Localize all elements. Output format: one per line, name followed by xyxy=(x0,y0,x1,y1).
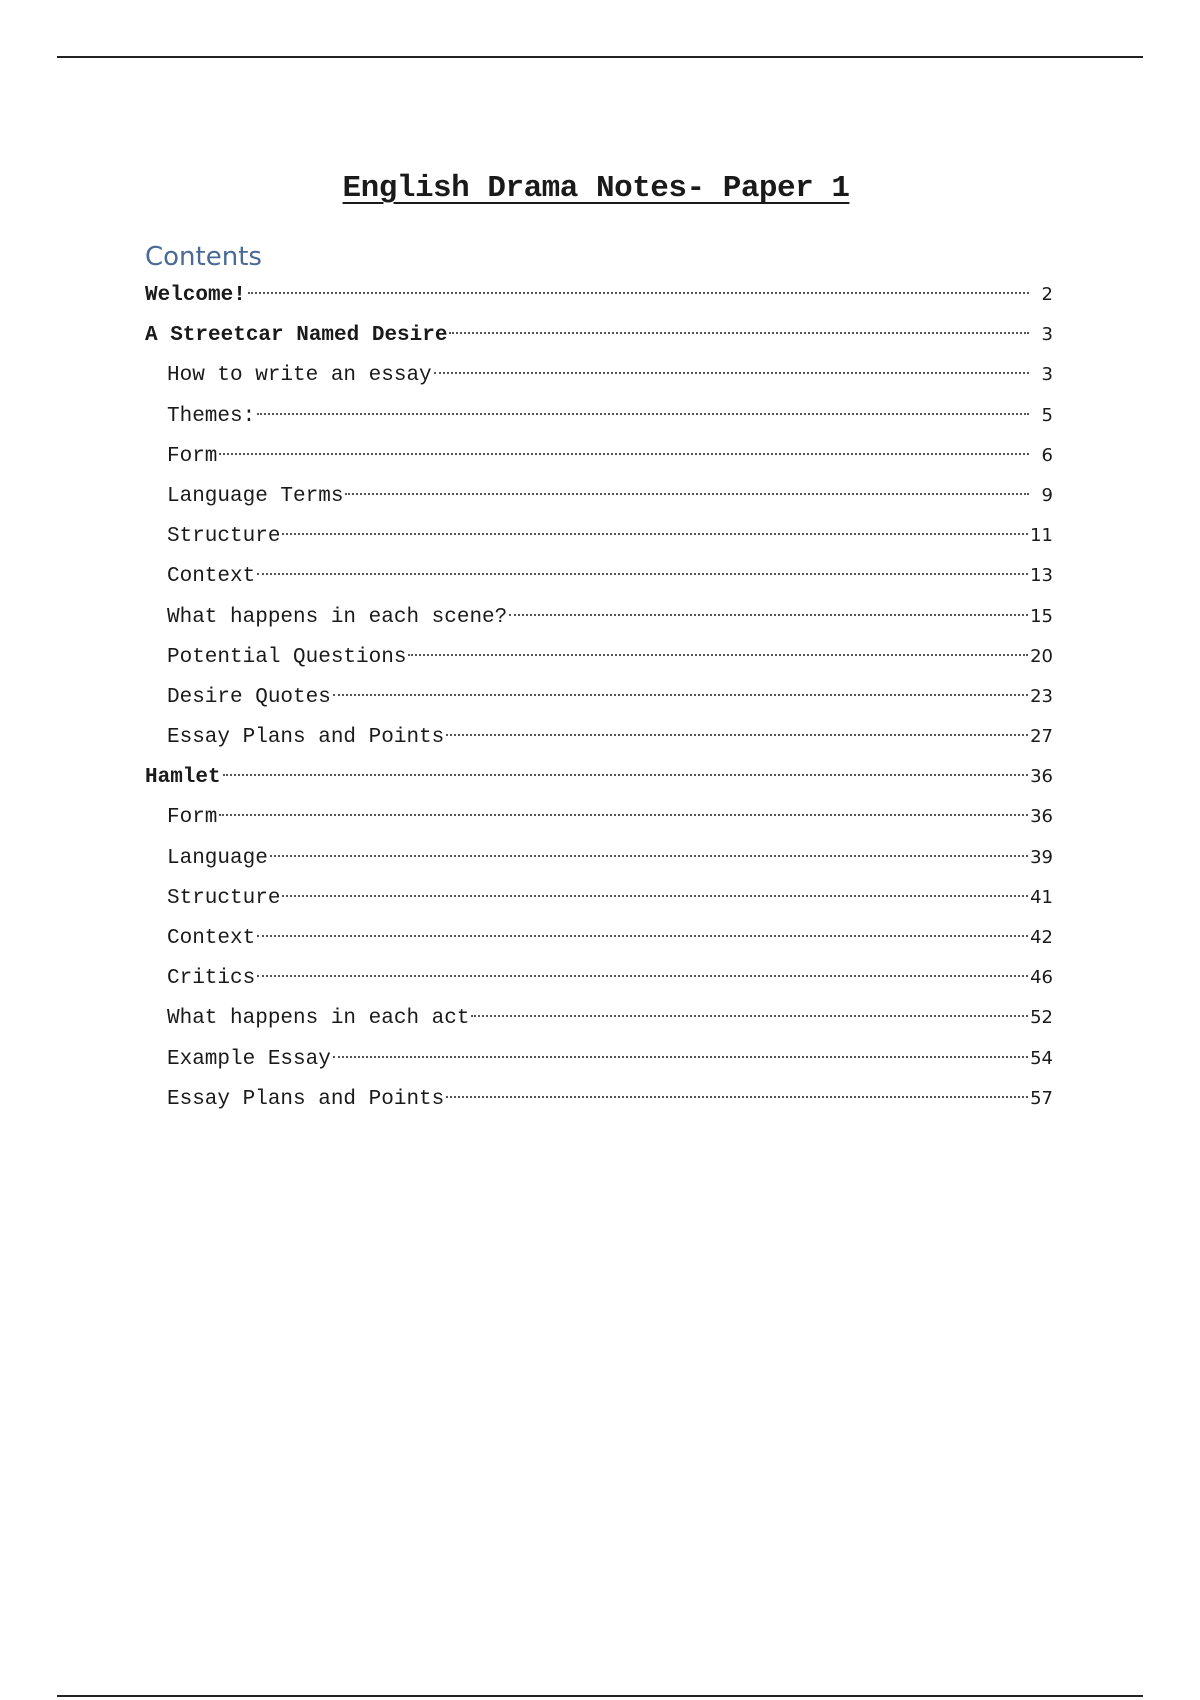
toc-entry-label: Context xyxy=(167,565,256,589)
toc-entry-label: Form xyxy=(167,444,218,468)
toc-entry-page-number: 3 xyxy=(1041,364,1053,386)
toc-entry[interactable] xyxy=(145,516,1053,556)
toc-dot-leader xyxy=(345,493,1029,495)
toc-dot-leader xyxy=(446,1096,1028,1098)
toc-dot-leader xyxy=(223,774,1028,776)
toc-entry-label: What happens in each act xyxy=(167,1007,470,1031)
toc-dot-leader xyxy=(471,1015,1028,1017)
toc-entry[interactable] xyxy=(145,958,1053,998)
toc-entry-page-number: 13 xyxy=(1030,565,1053,587)
toc-entry-label: Example Essay xyxy=(167,1047,331,1071)
toc-entry-label: Critics xyxy=(167,967,256,991)
toc-dot-leader xyxy=(257,413,1029,415)
toc-entry-page-number: 42 xyxy=(1030,927,1053,948)
toc-dot-leader xyxy=(257,975,1028,977)
toc-entry-label: Desire Quotes xyxy=(167,685,331,709)
toc-dot-leader xyxy=(333,1056,1028,1058)
toc-entry-page-number: 15 xyxy=(1030,605,1053,627)
toc-entry-label: Structure xyxy=(167,886,281,910)
toc-entry-page-number: 11 xyxy=(1030,525,1053,547)
toc-entry-page-number: 27 xyxy=(1030,726,1053,748)
toc-entry-label: Hamlet xyxy=(145,766,221,790)
page-top-rule xyxy=(57,56,1143,58)
toc-entry[interactable] xyxy=(145,556,1053,596)
toc-entry[interactable] xyxy=(145,476,1053,516)
document-title-text: English Drama Notes- Paper 1 xyxy=(342,171,850,206)
toc-entry[interactable] xyxy=(145,677,1053,717)
toc-entry[interactable] xyxy=(145,717,1053,757)
toc-dot-leader xyxy=(408,654,1028,656)
toc-entry-page-number: 52 xyxy=(1030,1007,1053,1029)
document-title xyxy=(0,168,1200,210)
toc-entry-label: Essay Plans and Points xyxy=(167,1087,445,1111)
toc-entry[interactable] xyxy=(145,637,1053,677)
toc-entry[interactable] xyxy=(145,838,1053,878)
toc-entry-page-number: 39 xyxy=(1030,846,1053,868)
toc-entry-label: Context xyxy=(167,927,256,950)
toc-dot-leader xyxy=(257,935,1028,937)
toc-dot-leader xyxy=(434,372,1029,374)
toc-dot-leader xyxy=(449,332,1029,334)
toc-entry[interactable] xyxy=(145,597,1053,637)
toc-entry[interactable] xyxy=(145,998,1053,1038)
toc-dot-leader xyxy=(219,453,1029,455)
toc-entry[interactable] xyxy=(145,797,1053,837)
toc-entry[interactable] xyxy=(145,436,1053,476)
toc-entry-label: What happens in each scene? xyxy=(167,605,508,629)
toc-dot-leader xyxy=(219,814,1028,816)
toc-entry-label: Language xyxy=(167,846,268,870)
toc-entry-page-number: 23 xyxy=(1030,685,1053,707)
toc-entry-label: Themes: xyxy=(167,404,256,428)
toc-entry[interactable] xyxy=(145,275,1053,315)
toc-entry[interactable] xyxy=(145,396,1053,436)
toc-entry[interactable] xyxy=(145,918,1053,958)
toc-dot-leader xyxy=(446,734,1028,736)
toc-entry-page-number: 36 xyxy=(1030,806,1053,828)
toc-entry-page-number: 46 xyxy=(1030,967,1053,989)
toc-entry-label: Form xyxy=(167,806,218,830)
toc-entry-label: A Streetcar Named Desire xyxy=(145,324,448,348)
toc-dot-leader xyxy=(270,855,1028,857)
toc-entry-page-number: 41 xyxy=(1030,886,1053,908)
toc-entry-page-number: 2 xyxy=(1041,284,1053,305)
toc-entry[interactable] xyxy=(145,355,1053,395)
toc-entry[interactable] xyxy=(145,1079,1053,1119)
toc-entry-page-number: 54 xyxy=(1030,1047,1053,1069)
toc-entry-label: Welcome! xyxy=(145,284,246,307)
toc-entry-page-number: 5 xyxy=(1041,404,1053,426)
toc-entry-label: Language Terms xyxy=(167,484,344,508)
toc-entry[interactable] xyxy=(145,757,1053,797)
toc-entry[interactable] xyxy=(145,1039,1053,1079)
toc-entry-label: Potential Questions xyxy=(167,645,407,669)
toc-entry-page-number: 20 xyxy=(1030,645,1053,667)
toc-entry[interactable] xyxy=(145,315,1053,355)
toc-entry-page-number: 57 xyxy=(1030,1087,1053,1109)
toc-entry-page-number: 9 xyxy=(1041,484,1053,506)
toc-dot-leader xyxy=(248,292,1029,294)
toc-entry-page-number: 6 xyxy=(1041,444,1053,466)
toc-entry-label: Structure xyxy=(167,525,281,549)
page-bottom-rule xyxy=(57,1695,1143,1697)
toc-dot-leader xyxy=(282,533,1028,535)
toc-dot-leader xyxy=(333,694,1028,696)
toc-entry-label: How to write an essay xyxy=(167,364,432,388)
toc-dot-leader xyxy=(282,895,1028,897)
toc-entry[interactable] xyxy=(145,878,1053,918)
toc-dot-leader xyxy=(509,614,1028,616)
contents-heading: Contents xyxy=(145,242,262,272)
toc-entry-page-number: 3 xyxy=(1041,324,1053,346)
toc-entry-label: Essay Plans and Points xyxy=(167,726,445,750)
toc-entry-page-number: 36 xyxy=(1030,766,1053,788)
toc-dot-leader xyxy=(257,573,1028,575)
table-of-contents xyxy=(145,275,1053,1119)
